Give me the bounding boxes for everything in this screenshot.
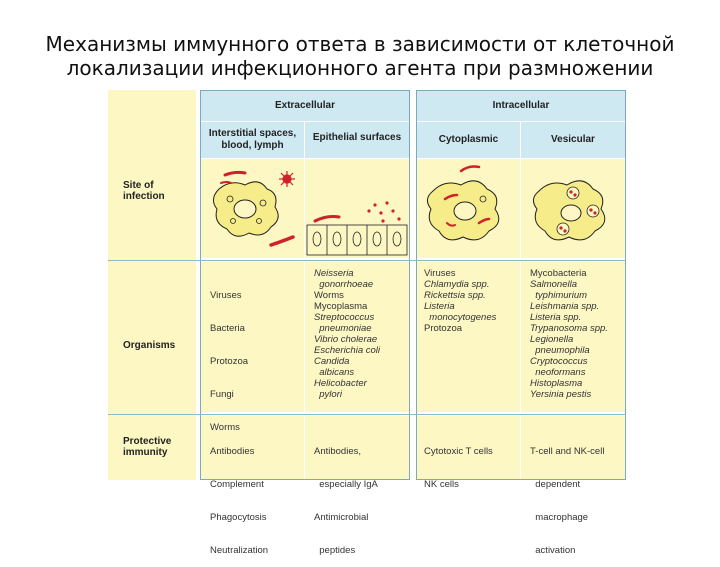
list-item: Bacteria [210,323,245,334]
bacterium-icon [315,217,339,222]
list-item: Cryptococcus [530,356,588,367]
list-item: Worms [314,290,344,301]
list-item: monocytogenes [424,312,497,323]
epithelial-immunity-list [314,424,378,567]
page-title-line-2: локализации инфекционного агента при размножении [66,56,654,80]
list-item: Phagocytosis [210,512,267,523]
vesicular-cell-illustration [521,159,625,258]
list-item: Antimicrobial [314,512,369,523]
nucleus-icon [561,205,581,221]
list-item: Legionella [530,334,574,345]
list-item: gonorrhoeae [314,279,374,290]
interstitial-organisms-list [210,268,248,444]
cytoplasmic-header: Cytoplasmic [417,122,520,158]
list-item: typhimurium [530,290,588,301]
nucleus-icon [454,202,476,220]
list-item: peptides [314,545,356,556]
list-item: macrophage [530,512,589,523]
list-item: pneumophila [530,345,590,356]
interstitial-header: Interstitial spaces, blood, lymph [201,122,304,158]
cytoplasmic-cell-illustration [417,159,520,258]
list-item: Mycoplasma [314,301,368,312]
list-item: Neisseria [314,268,354,279]
row-divider-site [108,260,626,261]
interstitial-cell-illustration [201,159,304,258]
list-item: Helicobacter [314,378,367,389]
extracellular-header: Extracellular [201,91,409,121]
list-item: especially IgA [314,479,378,490]
vesicular-header: Vesicular [521,122,625,158]
list-item: pylori [314,389,342,400]
bacterium-icon [225,172,245,175]
epithelial-header: Epithelial surfaces [305,122,409,158]
list-item: activation [530,545,576,556]
vesicular-immunity-list [530,424,604,567]
cytoplasmic-immunity-list [424,424,493,501]
list-item: Salmonella [530,279,577,290]
site-of-infection-label: Site of infection [123,180,165,202]
epithelial-organisms-list [314,268,380,400]
list-item: Neutralization [210,545,269,556]
list-item: Vibrio cholerae [314,334,378,345]
list-item: Viruses [424,268,456,279]
interstitial-immunity-list [210,424,268,567]
list-item: Listeria spp. [530,312,582,323]
list-item: Worms [210,422,240,433]
list-item: NK cells [424,479,459,490]
list-item: Trypanosoma spp. [530,323,608,334]
list-item: Antibodies, [314,446,362,457]
list-item: Viruses [210,290,242,301]
list-item: Streptococcus [314,312,375,323]
list-item: Rickettsia spp. [424,290,486,301]
bacterium-icon [461,167,479,172]
cytoplasmic-organisms-list [424,268,496,334]
list-item: Protozoa [210,356,249,367]
nucleus-icon [234,200,256,218]
list-item: T-cell and NK-cell [530,446,605,457]
intracellular-header: Intracellular [417,91,625,121]
vesicular-organisms-list [530,268,608,400]
list-item: Cytotoxic T cells [424,446,493,457]
list-item: dependent [530,479,581,490]
row-divider-organisms [108,414,626,415]
list-item: albicans [314,367,355,378]
list-item: Mycobacteria [530,268,587,279]
virus-icon [279,171,295,187]
list-item: Listeria [424,301,455,312]
page-title-line-1: Механизмы иммунного ответа в зависимости от клеточной [45,32,675,56]
list-item: Histoplasma [530,378,583,389]
list-item: Protozoa [424,323,463,334]
list-item: Complement [210,479,264,490]
list-item: Yersinia pestis [530,389,592,400]
list-item: Fungi [210,389,234,400]
bacteria-dots-icon [367,201,400,222]
list-item: pneumoniae [314,323,372,334]
epithelial-surface-illustration [305,159,409,258]
list-item: Escherichia coli [314,345,380,356]
list-item: Candida [314,356,350,367]
bacterium-icon [221,182,231,183]
list-item: Chlamydia spp. [424,279,490,290]
list-item: neoformans [530,367,586,378]
protective-immunity-label: Protective immunity [123,436,172,458]
bacterium-icon [271,237,293,245]
list-item: Leishmania spp. [530,301,600,312]
list-item: Antibodies [210,446,255,457]
row-label-column [108,90,196,480]
organisms-label: Organisms [123,340,176,351]
